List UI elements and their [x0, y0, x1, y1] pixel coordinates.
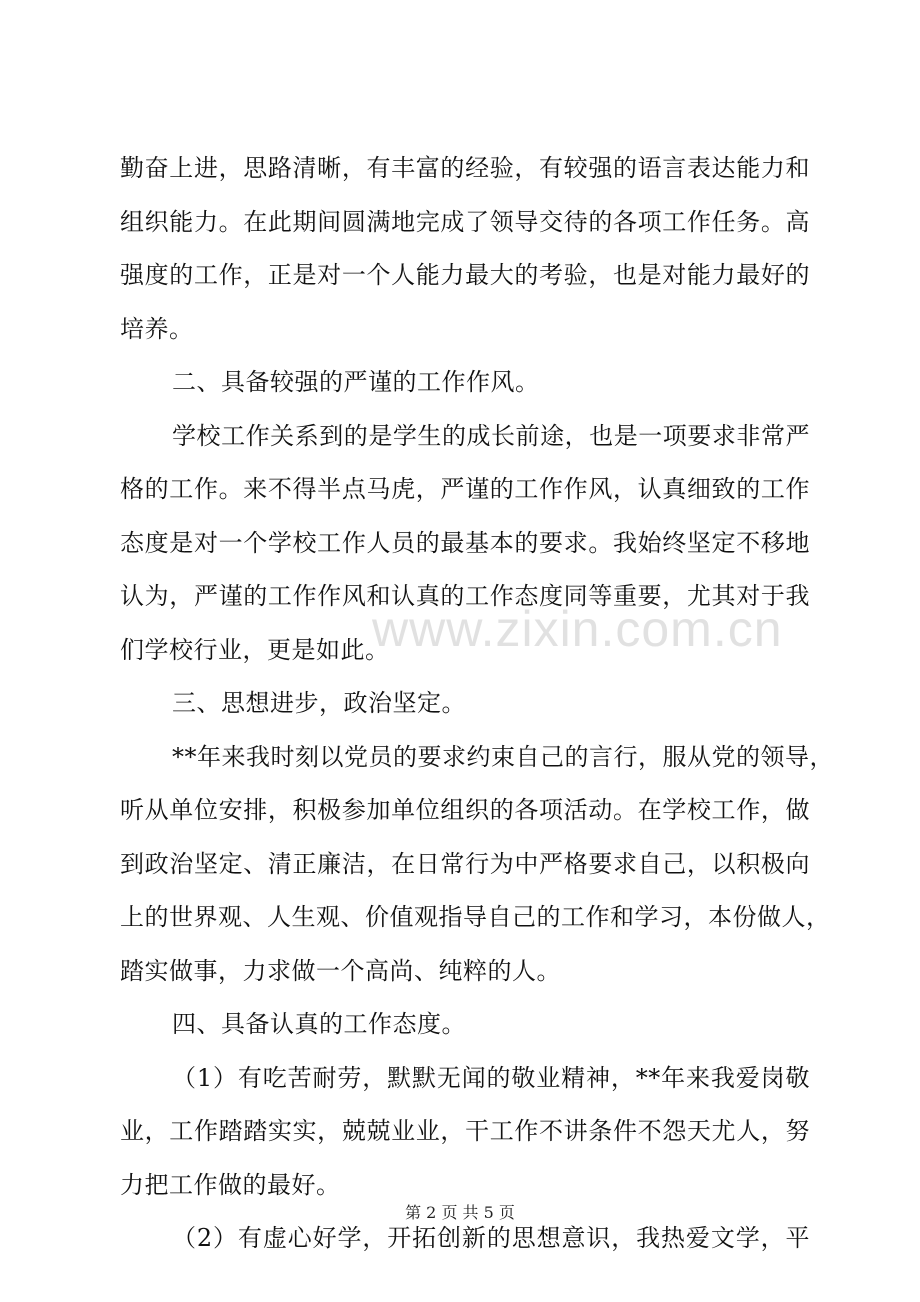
text-line-6: 学校工作关系到的是学生的成长前途，也是一项要求非常严 — [172, 421, 810, 450]
text-line-13: 听从单位安排，积极参加单位组织的各项活动。在学校工作，做 — [120, 796, 810, 824]
text-line-9: 认为，严谨的工作作风和认真的工作态度同等重要，尤其对于我 — [120, 582, 810, 610]
text-line-20: 力把工作做的最好。 — [120, 1170, 341, 1199]
watermark-text: www.zixin.com.cn — [372, 601, 783, 657]
text-line-2: 组织能力。在此期间圆满地完成了领导交待的各项工作任务。高 — [120, 207, 810, 236]
section-heading-3: 三、思想进步，政治坚定。 — [172, 689, 466, 717]
text-line-19: 业，工作踏踏实实，兢兢业业，干工作不讲条件不怨天尤人，努 — [120, 1117, 810, 1145]
text-line-14: 到政治坚定、清正廉洁，在日常行为中严格要求自己，以积极向 — [120, 849, 810, 878]
text-line-3: 强度的工作，正是对一个人能力最大的考验，也是对能力最好的 — [120, 261, 810, 289]
text-line-18: （1）有吃苦耐劳，默默无闻的敬业精神，**年来我爱岗敬 — [172, 1063, 810, 1092]
document-body — [120, 142, 834, 1266]
text-line-7: 格的工作。来不得半点马虎，严谨的工作作风，认真细致的工作 — [120, 475, 810, 503]
text-line-16: 踏实做事，力求做一个高尚、纯粹的人。 — [120, 956, 561, 985]
text-line-12: **年来我时刻以党员的要求约束自己的言行，服从党的领导， — [172, 742, 834, 771]
section-heading-4: 四、具备认真的工作态度。 — [172, 1010, 466, 1038]
text-line-21: （2）有虚心好学，开拓创新的思想意识，我热爱文学，平 — [172, 1224, 810, 1252]
text-line-8: 态度是对一个学校工作人员的最基本的要求。我始终坚定不移地 — [120, 528, 810, 557]
text-line-10: 们学校行业，更是如此。 — [120, 635, 390, 664]
text-line-4: 培养。 — [120, 314, 194, 343]
page-number-footer: 第 2 页 共 5 页 — [405, 1203, 515, 1222]
text-line-15: 上的世界观、人生观、价值观指导自己的工作和学习，本份做人， — [120, 903, 831, 931]
text-line-1: 勤奋上进，思路清晰，有丰富的经验，有较强的语言表达能力和 — [120, 154, 810, 182]
section-heading-2: 二、具备较强的严谨的工作作风。 — [172, 368, 540, 396]
